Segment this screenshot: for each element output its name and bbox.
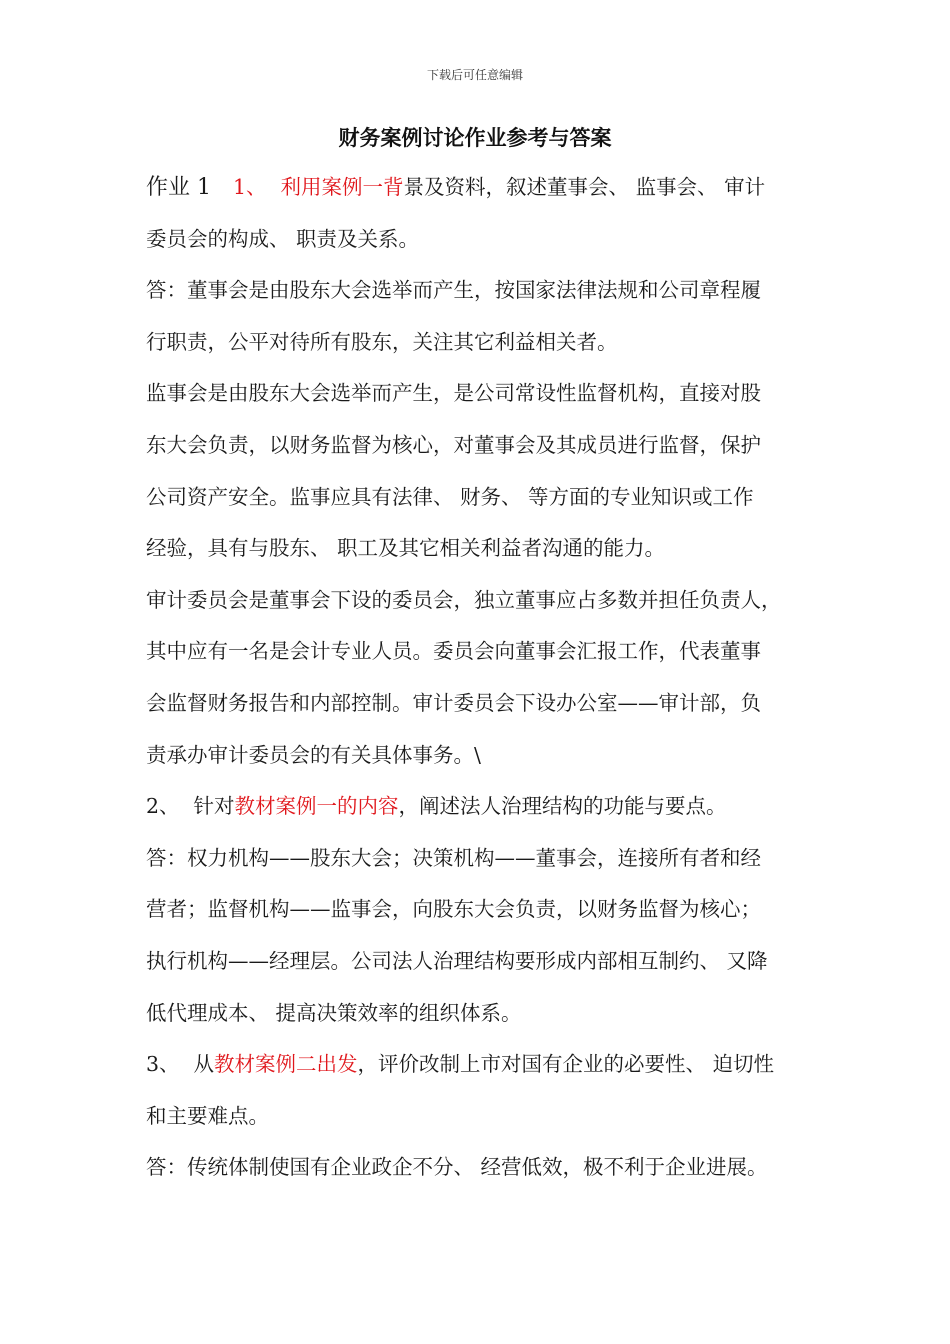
line-text: ，评价改制上市对国有企业的必要性、 迫切性 xyxy=(357,1052,775,1077)
paragraph-line: 经验，具有与股东、 职工及其它相关利益者沟通的能力。 xyxy=(146,536,666,561)
line-text: 从 xyxy=(193,1052,215,1077)
paragraph-line: 会监督财务报告和内部控制。审计委员会下设办公室——审计部，负 xyxy=(146,690,761,715)
paragraph-line: 答：权力机构——股东大会；决策机构——董事会，连接所有者和经 xyxy=(146,845,761,870)
paragraph-line xyxy=(146,781,810,833)
paragraph-line: 其中应有一名是会计专业人员。委员会向董事会汇报工作，代表董事 xyxy=(146,639,761,664)
document-title: 财务案例讨论作业参考与答案 xyxy=(338,125,612,150)
paragraph-line xyxy=(146,1039,810,1091)
paragraph-line: 执行机构——经理层。公司法人治理结构要形成内部相互制约、 又降 xyxy=(146,948,768,973)
paragraph-line: 监事会是由股东大会选举而产生，是公司常设性监督机构，直接对股 xyxy=(146,381,761,406)
paragraph-line: 低代理成本、 提高决策效率的组织体系。 xyxy=(146,1000,522,1025)
highlighted-text: 教材案例二出发 xyxy=(214,1052,358,1077)
paragraph-line: 责承办审计委员会的有关具体事务。\ xyxy=(146,742,481,767)
paragraph-line: 答：传统体制使国有企业政企不分、 经营低效，极不利于企业进展。 xyxy=(146,1155,768,1180)
line-text: ，阐述法人治理结构的功能与要点。 xyxy=(398,794,727,819)
paragraph-line xyxy=(146,162,810,214)
document-body xyxy=(146,162,810,1194)
question-number: 2、 xyxy=(146,794,180,819)
question-number: 3、 xyxy=(146,1052,180,1077)
line-text: 景及资料，叙述董事会、 监事会、 审计 xyxy=(403,175,766,199)
paragraph-line: 东大会负责，以财务监督为核心，对董事会及其成员进行监督，保护 xyxy=(146,432,761,457)
line-text: 针对 xyxy=(193,794,235,819)
paragraph-line: 和主要难点。 xyxy=(146,1103,269,1128)
paragraph-line: 营者；监督机构——监事会，向股东大会负责，以财务监督为核心； xyxy=(146,897,761,922)
header-note: 下载后可任意编辑 xyxy=(426,68,523,82)
question-number: 1、 xyxy=(233,175,267,199)
paragraph-line: 答：董事会是由股东大会选举而产生，按国家法律法规和公司章程履 xyxy=(146,278,761,303)
paragraph-line: 审计委员会是董事会下设的委员会，独立董事应占多数并担任负责人， xyxy=(146,587,782,612)
paragraph-line: 委员会的构成、 职责及关系。 xyxy=(146,226,420,251)
highlighted-text: 教材案例一的内容 xyxy=(234,794,399,819)
paragraph-line: 行职责，公平对待所有股东，关注其它利益相关者。 xyxy=(146,329,618,354)
homework-label: 作业 1 xyxy=(146,175,211,200)
highlighted-text: 利用案例一背 xyxy=(280,175,404,199)
paragraph-line: 公司资产安全。监事应具有法律、 财务、 等方面的专业知识或工作 xyxy=(146,484,754,509)
